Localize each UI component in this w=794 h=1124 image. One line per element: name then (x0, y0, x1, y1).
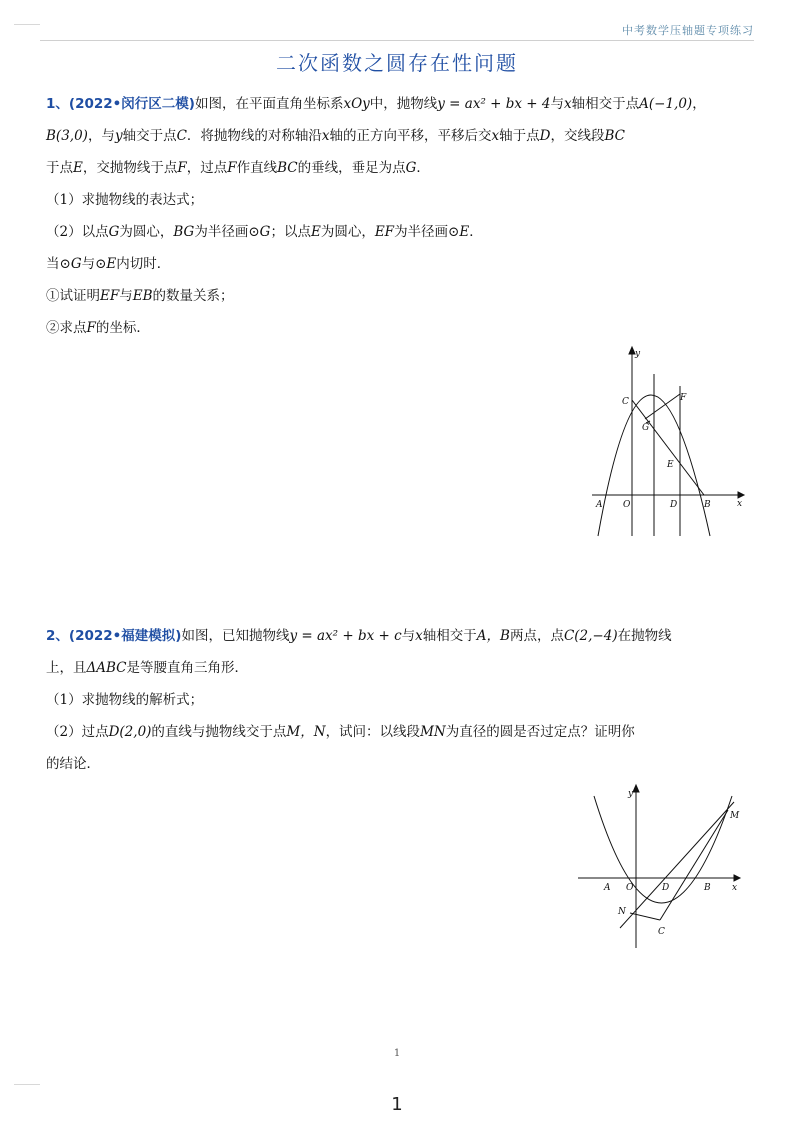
label-x: x (732, 883, 738, 893)
math: F (86, 320, 96, 336)
math: EB (132, 288, 153, 304)
problem-2-part-2 (46, 716, 758, 748)
text: 的坐标． (95, 320, 150, 336)
text: 与 (119, 288, 133, 304)
text: 两点，点 (509, 628, 564, 644)
problem-2-line-2 (46, 652, 758, 684)
segment-bc (632, 400, 704, 495)
text: 与 (550, 96, 564, 112)
text: 在抛物线 (617, 628, 672, 644)
text: 与 (401, 628, 416, 644)
label-c: C (658, 927, 665, 937)
math: G (70, 256, 82, 272)
text: ． (469, 224, 483, 240)
problem-1 (46, 88, 758, 344)
math: B(3,0) (46, 128, 88, 144)
problem-2-number: 2、 (46, 628, 69, 644)
crop-mark (14, 1084, 40, 1085)
text: 为半径画⊙ (194, 224, 260, 240)
text: 的垂线，垂足为点 (297, 160, 406, 176)
problem-1-condition (46, 248, 758, 280)
problem-1-subpart-1 (46, 280, 758, 312)
segment-fg (645, 394, 680, 419)
text: 如图，在平面直角坐标系 (194, 96, 344, 112)
math: MN (420, 724, 446, 740)
math: BC (277, 160, 298, 176)
math: G (259, 224, 271, 240)
header-divider (40, 40, 754, 41)
math: E (106, 256, 117, 272)
text: ①试证明 (46, 288, 100, 304)
math: ΔABC (86, 660, 127, 676)
problem-2-source: (2022•福建模拟) (68, 628, 182, 644)
x-axis-arrow (734, 875, 740, 881)
text: 轴相交于点 (571, 96, 640, 112)
label-o: O (626, 883, 634, 893)
text: 为直径的圆是否过定点？证明你 (445, 724, 635, 740)
text: ，交抛物线于点 (82, 160, 178, 176)
label-a: A (604, 883, 611, 893)
text: 上，且 (46, 660, 87, 676)
page-number-small: 1 (393, 1048, 401, 1059)
text: 中，抛物线 (369, 96, 438, 112)
math: x (491, 128, 500, 144)
text: ，与 (87, 128, 115, 144)
label-e: E (667, 460, 674, 470)
math: F (177, 160, 187, 176)
label-n: N (618, 907, 626, 917)
problem-1-source: (2022•闵行区二模) (68, 96, 195, 112)
problem-1-figure (588, 344, 748, 540)
equation: y = ax² + bx + 4 (437, 96, 551, 112)
label-y: y (628, 789, 634, 799)
math: D (539, 128, 551, 144)
label-g: G (642, 423, 650, 433)
label-d: D (670, 500, 678, 510)
math: D(2,0) (108, 724, 152, 740)
crop-mark (14, 24, 40, 25)
math: E (73, 160, 83, 176)
label-y: y (635, 349, 641, 359)
math: C(2,−4) (563, 628, 618, 644)
text: 内切时． (116, 256, 171, 272)
y-axis-arrow (633, 785, 639, 792)
text: 为半径画⊙ (394, 224, 460, 240)
segment-nc (630, 913, 660, 920)
math: x (415, 628, 423, 644)
text: 于点 (46, 160, 73, 176)
text: 轴交于点 (122, 128, 177, 144)
math: E (310, 224, 321, 240)
text: 轴于点 (499, 128, 540, 144)
text: ，交线段 (550, 128, 605, 144)
problem-2-part-1: （1）求抛物线的解析式； (46, 692, 204, 708)
problem-1-line-3 (46, 152, 758, 184)
label-m: M (730, 811, 740, 821)
math: A(−1,0) (639, 96, 693, 112)
x-axis-arrow (738, 492, 744, 498)
text: 作直线 (236, 160, 278, 176)
text: 当⊙ (46, 256, 71, 272)
text: （2）以点 (46, 224, 109, 240)
problem-1-line-2 (46, 120, 758, 152)
text: 轴相交于 (422, 628, 477, 644)
problem-1-number: 1、 (46, 96, 69, 112)
text: 为圆心， (320, 224, 375, 240)
label-o: O (623, 500, 631, 510)
math: G (108, 224, 120, 240)
label-d: D (662, 883, 670, 893)
page-number: 1 (391, 1094, 403, 1115)
text: ，过点 (186, 160, 228, 176)
problem-1-subpart-2 (46, 312, 758, 344)
problem-2-part-2-cont: 的结论． (46, 756, 100, 772)
problem-2 (46, 620, 758, 780)
math: xOy (343, 96, 370, 112)
line-through-d (620, 802, 734, 928)
label-b: B (704, 883, 711, 893)
math: C (176, 128, 187, 144)
problem-2-figure (574, 782, 754, 950)
text: ②求点 (46, 320, 87, 336)
label-c: C (622, 397, 629, 407)
math: G (405, 160, 417, 176)
label-x: x (737, 499, 743, 509)
math: BG (173, 224, 195, 240)
text: 为圆心， (119, 224, 174, 240)
text: 与⊙ (81, 256, 107, 272)
text: ；以点 (270, 224, 311, 240)
math: E (459, 224, 470, 240)
text: 的数量关系； (152, 288, 234, 304)
math: M，N (286, 724, 326, 740)
text: 轴的正方向平移，平移后交 (329, 128, 492, 144)
problem-1-part-2 (46, 216, 758, 248)
label-a: A (596, 500, 603, 510)
text: ．将抛物线的对称轴沿 (186, 128, 322, 144)
label-b: B (704, 500, 711, 510)
math: F (227, 160, 237, 176)
header-series-label: 中考数学压轴题专项练习 (622, 24, 754, 37)
page-title: 二次函数之圆存在性问题 (276, 51, 518, 75)
text: ， (692, 96, 706, 112)
text: （2）过点 (46, 724, 109, 740)
text: 如图，已知抛物线 (181, 628, 290, 644)
math: A，B (476, 628, 510, 644)
label-f: F (680, 393, 687, 403)
math: y (114, 128, 123, 144)
math: x (321, 128, 330, 144)
text: ，试问：以线段 (325, 724, 421, 740)
math: BC (604, 128, 626, 144)
problem-1-line-1 (46, 88, 758, 120)
problem-2-line-1 (46, 620, 758, 652)
text: ． (416, 160, 430, 176)
segment-cm (660, 810, 728, 920)
text: 的直线与抛物线交于点 (151, 724, 287, 740)
math: EF (100, 288, 120, 304)
problem-1-part-1: （1）求抛物线的表达式； (46, 192, 204, 208)
equation: y = ax² + bx + c (289, 628, 402, 644)
math: EF (374, 224, 395, 240)
math: x (564, 96, 572, 112)
text: 是等腰直角三角形． (126, 660, 248, 676)
